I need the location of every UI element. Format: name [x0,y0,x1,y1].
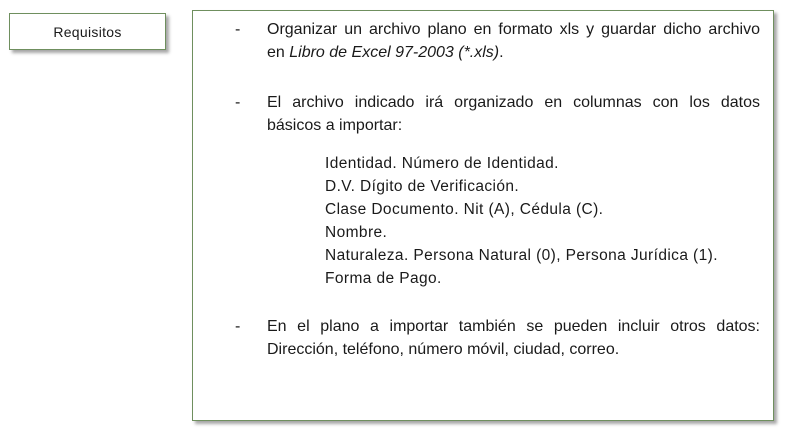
bullet-dash: - [235,21,241,38]
field-nombre: Nombre. [325,224,388,241]
requisitos-label-text: Requisitos [53,23,122,40]
requirement-1-line-1: Organizar un archivo plano en formato xls y guardar dicho archivo [267,21,760,38]
requirement-1-suffix: . [499,44,504,61]
bullet-dash: - [235,318,241,335]
requirement-3-line-2: Dirección, teléfono, número móvil, ciudad, correo. [267,341,620,358]
field-clase-documento: Clase Documento. Nit (A), Cédula (C). [325,201,604,218]
requisitos-label [9,13,166,50]
requirement-3-line-1: En el plano a importar también se pueden incluir otros datos: [267,318,760,335]
field-forma-pago: Forma de Pago. [325,270,442,287]
field-identidad: Identidad. Número de Identidad. [325,155,559,172]
requirement-1-line-2 [267,41,760,64]
requirement-2-line-2: básicos a importar: [267,117,403,134]
field-naturaleza: Naturaleza. Persona Natural (0), Persona Jurídica (1). [325,247,718,264]
requirement-2-line-1: El archivo indicado irá organizado en columnas con los datos [267,94,760,111]
import-fields-list [325,152,718,290]
requirement-1-prefix: en [267,44,290,61]
field-dv: D.V. Dígito de Verificación. [325,178,520,195]
bullet-dash: - [235,94,241,111]
excel-format-name: Libro de Excel 97-2003 (*.xls) [289,44,500,61]
requirements-panel [192,10,774,421]
